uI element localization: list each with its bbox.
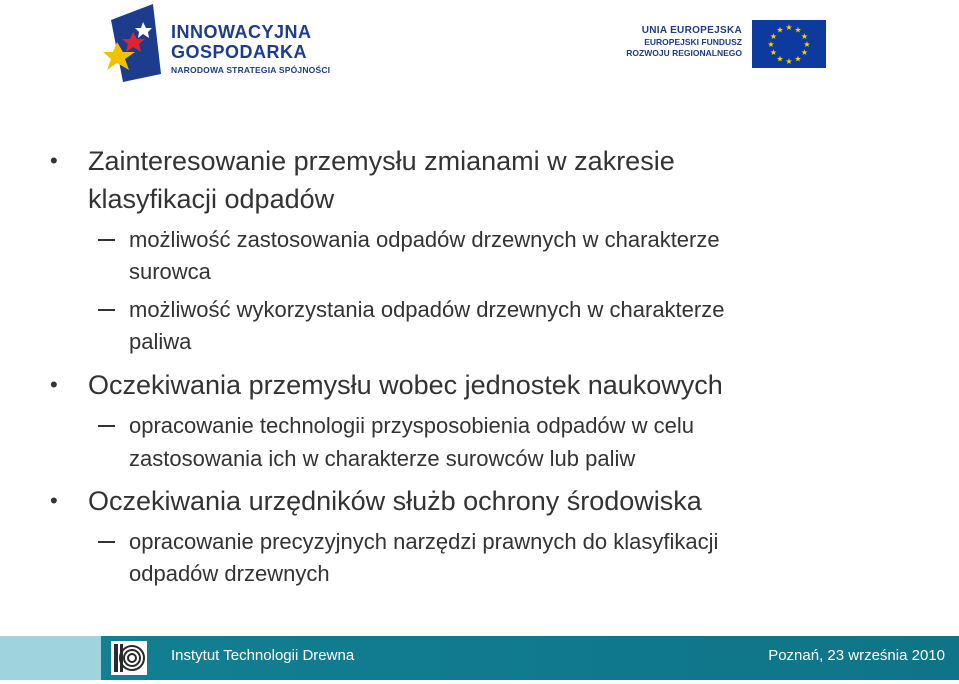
svg-text:★: ★ (785, 57, 793, 66)
program-logo-line1: INNOWACYJNA (171, 22, 312, 42)
eu-logo-line1: UNIA EUROPEJSKA (641, 25, 742, 36)
footer-accent-block (0, 636, 101, 680)
footer-institute: Instytut Technologii Drewna (171, 647, 355, 664)
bullet-dot-icon: • (50, 488, 58, 513)
sub-bullet-1-1-line1: możliwość zastosowania odpadów drzewnych w charakterze (129, 227, 720, 252)
svg-text:★: ★ (769, 32, 778, 41)
dash-icon (98, 309, 115, 311)
svg-text:★: ★ (785, 23, 793, 32)
dash-icon (98, 425, 115, 427)
program-logo-line3: NARODOWA STRATEGIA SPÓJNOŚCI (171, 65, 331, 75)
svg-text:★: ★ (794, 54, 802, 64)
svg-text:★: ★ (776, 25, 784, 35)
svg-text:★: ★ (769, 48, 778, 57)
sub-bullet-2-1-line2: zastosowania ich w charakterze surowców lub paliw (129, 446, 636, 471)
svg-text:★: ★ (776, 54, 784, 64)
footer (0, 636, 959, 680)
svg-text:★: ★ (767, 40, 775, 49)
dash-icon (98, 239, 115, 241)
svg-text:★: ★ (800, 48, 809, 57)
svg-text:★: ★ (803, 40, 811, 49)
svg-text:★: ★ (794, 25, 802, 35)
sub-bullet-3-1-line2: odpadów drzewnych (129, 561, 330, 586)
svg-text:★: ★ (800, 32, 809, 41)
eu-logo-line2: EUROPEJSKI FUNDUSZ (644, 37, 742, 47)
sub-bullet-1-2-line1: możliwość wykorzystania odpadów drzewnych w charakterze (129, 297, 725, 322)
bullet-1-line1: Zainteresowanie przemysłu zmianami w zakresie (88, 146, 675, 176)
sub-bullet-1-2-line2: paliwa (129, 329, 192, 354)
program-logo-line2: GOSPODARKA (171, 42, 308, 62)
dash-icon (98, 541, 115, 543)
sub-bullet-3-1-line1: opracowanie precyzyjnych narzędzi prawnych do klasyfikacji (129, 529, 719, 554)
bullet-dot-icon: • (50, 148, 58, 173)
sub-bullet-2-1-line1: opracowanie technologii przysposobienia odpadów w celu (129, 413, 695, 438)
bullet-2-text: Oczekiwania przemysłu wobec jednostek naukowych (88, 370, 723, 400)
sub-bullet-1-1-line2: surowca (129, 259, 211, 284)
bullet-3-text: Oczekiwania urzędników służb ochrony środowiska (88, 486, 702, 516)
eu-logo-line3: ROZWOJU REGIONALNEGO (626, 48, 742, 58)
footer-date: Poznań, 23 września 2010 (768, 647, 945, 664)
bullet-1-line2: klasyfikacji odpadów (88, 184, 335, 214)
institute-logo-icon (111, 641, 147, 675)
bullet-dot-icon: • (50, 372, 58, 397)
